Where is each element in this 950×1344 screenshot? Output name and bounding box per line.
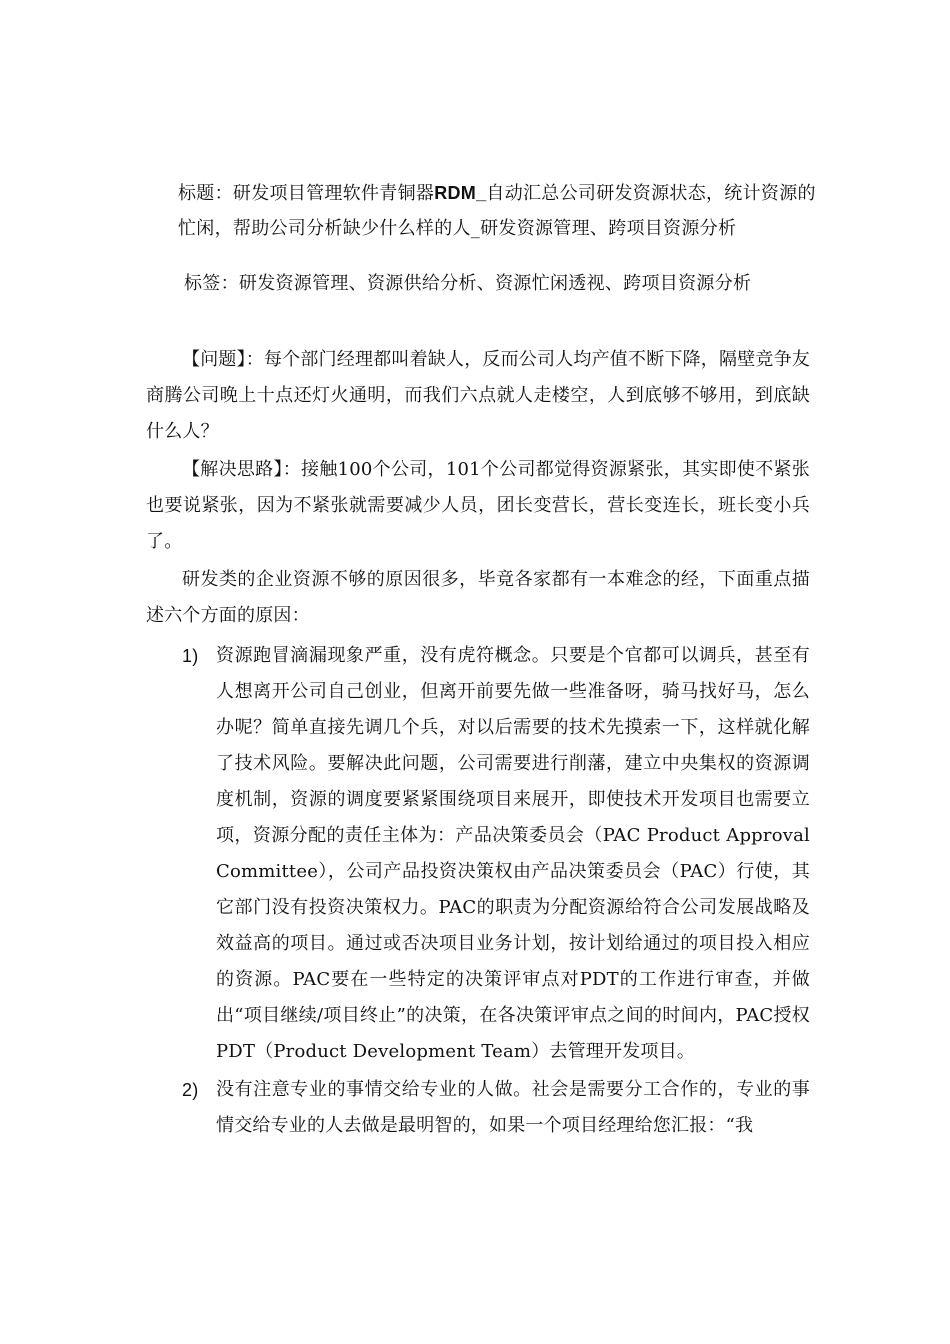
reason-text: 资源跑冒滴漏现象严重，没有虎符概念。只要是个官都可以调兵，甚至有人想离开公司自己创业，但离开前要先做一些准备呀，骑马找好马，怎么办呢？简单直接先调几个兵，对以后需要的技术先摸索一下，这样就化解了技术风险。要解决此问题，公司需要进行削藩，建立中央集权的资源调度机制，资源的调度要紧紧围绕项目来展开，即使技术开发项目也需要立项，资源分配的责任主体为：产品决策委员会（PAC Product Approval Committee），公司产品投资决策权由产品决策委员会（PAC）行使，其它部门没有投资决策权力。PAC的职责为分配资源给符合公司发展战略及效益高的项目。通过或否决项目业务计划，按计划给通过的项目投入相应的资源。PAC要在一些特定的决策评审点对PDT的工作进行审查，并做出“项目继续/项目终止”的决策，在各决策评审点之间的时间内，PAC授权PDT（Product Development Team）去管理开发项目。 <box>216 645 810 1062</box>
doc-title-prefix: 标题：研发项目管理软件青铜器 <box>178 183 435 204</box>
intro-paragraph: 研发类的企业资源不够的原因很多，毕竟各家都有一本难念的经，下面重点描述六个方面的原因： <box>146 569 810 626</box>
doc-title-rest: 自动汇总公司研发资源状态，统计资源的忙闲，帮助公司分析缺少什么样的人_研发资源管理、跨项目资源分析 <box>178 183 816 239</box>
reason-item-1 <box>146 638 810 1070</box>
doc-body <box>146 342 810 1146</box>
problem-paragraph: 【问题】：每个部门经理都叫着缺人，反而公司人均产值不断下降，隔壁竞争友商腾公司晚上十点还灯火通明，而我们六点就人走楼空，人到底够不够用，到底缺什么人？ <box>146 349 810 442</box>
doc-title <box>178 176 818 246</box>
doc-tags: 标签：研发资源管理、资源供给分析、资源忙闲透视、跨项目资源分析 <box>184 273 752 294</box>
doc-title-bold: RDM_ <box>434 183 487 203</box>
reason-number: 1) <box>182 646 199 666</box>
reason-text: 没有注意专业的事情交给专业的人做。社会是需要分工合作的，专业的事情交给专业的人去做是最明智的，如果一个项目经理给您汇报：“我 <box>216 1079 810 1136</box>
reason-number: 2) <box>182 1080 199 1100</box>
reason-item-2 <box>146 1072 810 1144</box>
reasons-list <box>146 638 810 1144</box>
solution-paragraph: 【解决思路】：接触100个公司，101个公司都觉得资源紧张，其实即使不紧张也要说紧张，因为不紧张就需要减少人员，团长变营长，营长变连长，班长变小兵了。 <box>146 459 810 552</box>
